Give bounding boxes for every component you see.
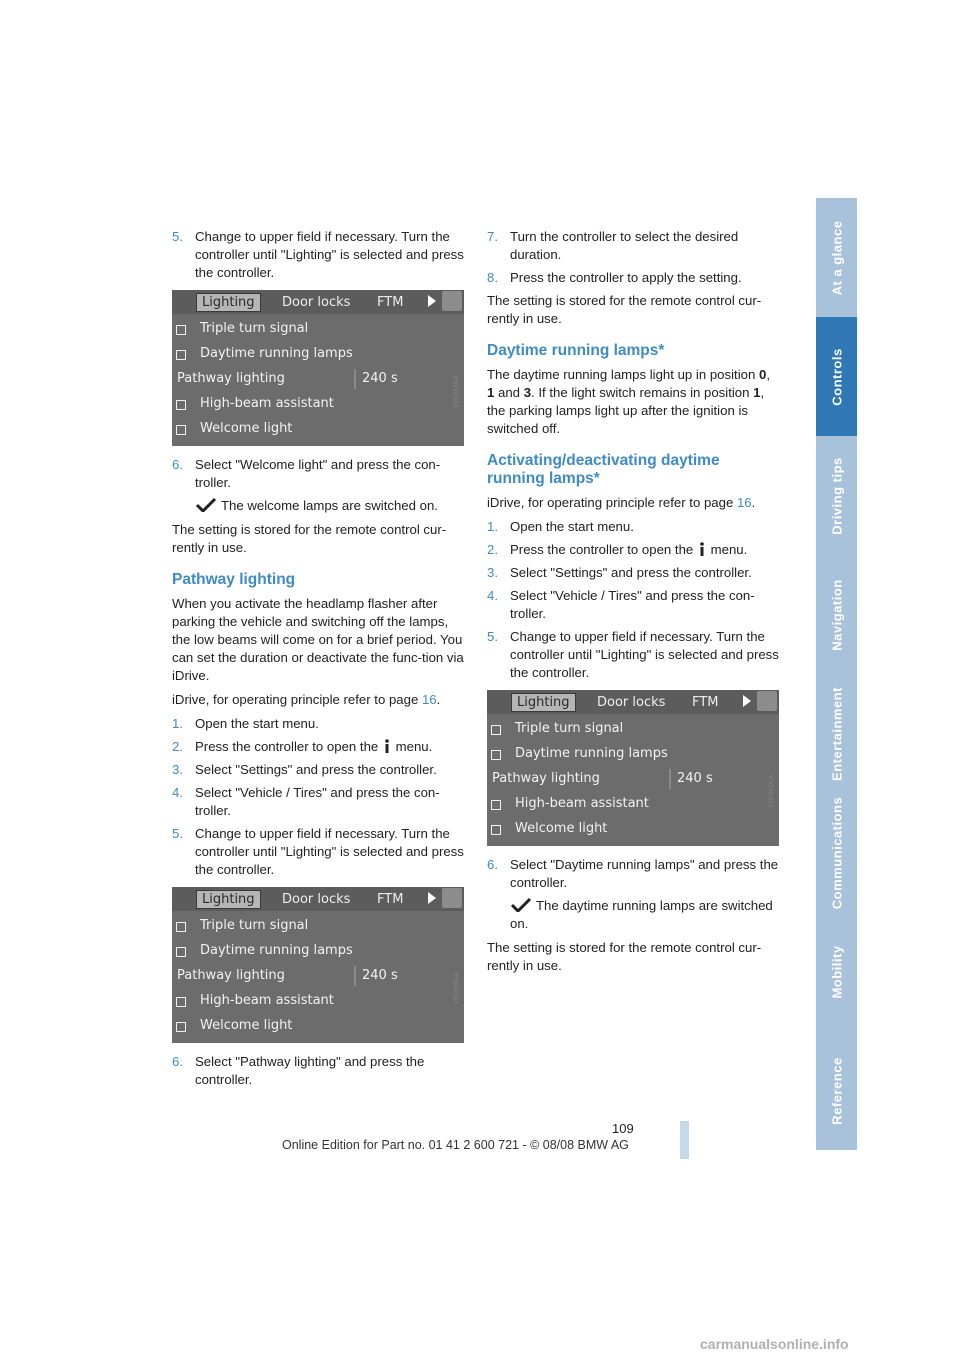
text: . If the light switch remains in position xyxy=(531,385,750,400)
menu-item[interactable]: Triple turn signal xyxy=(515,721,624,736)
paragraph: The setting is stored for the remote control cur-rently in use. xyxy=(487,940,762,973)
value-divider xyxy=(669,769,671,789)
step-text: Select "Vehicle / Tires" and press the con-troller. xyxy=(510,588,755,621)
paragraph: iDrive, for operating principle refer to page 16. xyxy=(487,495,756,510)
info-icon xyxy=(698,542,706,556)
step-number: 4. xyxy=(487,588,498,603)
step-number: 7. xyxy=(487,229,498,244)
sidebar-tab-label: Controls xyxy=(829,347,844,406)
paragraph: When you activate the headlamp flasher after parking the vehicle and switching off the lamps, the low beams will come on for a brief period. You can set the duration or deactivate the func-tion via iDrive. xyxy=(172,596,464,683)
note xyxy=(487,897,780,933)
edition-footer: Online Edition for Part no. 01 41 2 600 721 - © 08/08 BMW AG xyxy=(282,1138,629,1152)
arrow-right-icon[interactable] xyxy=(743,695,751,707)
step-text: Select "Welcome light" and press the con-troller. xyxy=(195,457,441,490)
menu-item[interactable]: Daytime running lamps xyxy=(200,943,353,958)
step-number: 1. xyxy=(172,716,183,731)
step-text: Change to upper field if necessary. Turn the controller until "Lighting" is selected and press the controller. xyxy=(195,229,464,280)
menu-item[interactable]: Triple turn signal xyxy=(200,321,309,336)
step-text: Select "Settings" and press the controller. xyxy=(510,565,752,580)
step-number: 6. xyxy=(172,1054,183,1069)
step-text: Change to upper field if necessary. Turn the controller until "Lighting" is selected and press the controller. xyxy=(195,826,464,877)
step xyxy=(487,564,780,582)
step-text: Press the controller to open the xyxy=(510,542,694,557)
position: 3 xyxy=(523,385,532,400)
sidebar-tab-label: Entertainment xyxy=(829,686,844,781)
sidebar-tab-label: Mobility xyxy=(829,944,844,999)
step-number: 5. xyxy=(172,826,183,841)
checkbox-icon[interactable] xyxy=(176,947,186,957)
settings-icon[interactable] xyxy=(442,291,462,311)
idrive-lighting-screen xyxy=(172,887,464,1043)
checkmark-icon xyxy=(195,498,217,512)
step-text: Select "Pathway lighting" and press the controller. xyxy=(195,1054,425,1087)
chapter-sidebar xyxy=(816,198,857,1160)
image-code: V3CH6D1A xyxy=(453,375,461,408)
footer-bar xyxy=(680,1121,689,1159)
sidebar-tab-label: Communications xyxy=(829,796,844,909)
sidebar-tab-at-a-glance[interactable] xyxy=(816,198,857,319)
pathway-value: 240 s xyxy=(362,371,398,386)
checkmark-icon xyxy=(510,898,532,912)
step xyxy=(487,587,780,623)
tab-lighting[interactable]: Lighting xyxy=(511,693,576,712)
paragraph: The setting is stored for the remote control cur-rently in use. xyxy=(172,522,447,555)
menu-item[interactable]: Welcome light xyxy=(200,421,293,436)
step xyxy=(172,456,464,492)
step-text: Turn the controller to select the desired duration. xyxy=(510,229,739,262)
ref-text: iDrive, for operating principle refer to page xyxy=(172,692,419,707)
tab-lighting[interactable]: Lighting xyxy=(196,293,261,312)
text: , the parking lamps light up after the ignition is switched off. xyxy=(487,385,765,436)
checkbox-icon[interactable] xyxy=(176,922,186,932)
tab-ftm[interactable]: FTM xyxy=(377,892,404,907)
step xyxy=(172,228,464,282)
step xyxy=(172,761,464,779)
step xyxy=(487,269,780,287)
step-text: Select "Settings" and press the controller. xyxy=(195,762,437,777)
step-number: 3. xyxy=(487,565,498,580)
step-text: menu. xyxy=(710,542,748,557)
settings-icon[interactable] xyxy=(757,691,777,711)
tab-door-locks[interactable]: Door locks xyxy=(597,695,666,710)
menu-item[interactable]: Pathway lighting xyxy=(492,771,600,786)
position: 1 xyxy=(753,385,761,400)
menu-item[interactable]: Daytime running lamps xyxy=(515,746,668,761)
sidebar-tab-mobility[interactable] xyxy=(816,912,857,1033)
pathway-value: 240 s xyxy=(677,771,713,786)
tab-door-locks[interactable]: Door locks xyxy=(282,295,351,310)
step xyxy=(172,825,464,879)
heading-daytime-running-lamps: Daytime running lamps* xyxy=(487,342,665,359)
right-column xyxy=(487,228,780,981)
tab-lighting[interactable]: Lighting xyxy=(196,890,261,909)
step xyxy=(172,784,464,820)
checkbox-icon[interactable] xyxy=(491,825,501,835)
arrow-right-icon[interactable] xyxy=(428,892,436,904)
note xyxy=(172,497,464,515)
step-number: 4. xyxy=(172,785,183,800)
page-link[interactable]: 16 xyxy=(736,495,752,510)
step xyxy=(487,228,780,264)
paragraph: The daytime running lamps light up in position 0, 1 and 3. If the light switch remains in position 1, the parking lamps light up after the ignition is switched off. xyxy=(487,367,770,436)
checkbox-icon[interactable] xyxy=(491,800,501,810)
step xyxy=(487,541,780,559)
step-number: 6. xyxy=(172,457,183,472)
left-column xyxy=(172,228,464,1094)
position: 0 xyxy=(758,367,767,382)
pathway-value: 240 s xyxy=(362,968,398,983)
checkbox-icon[interactable] xyxy=(176,997,186,1007)
note-text: The welcome lamps are switched on. xyxy=(221,498,438,513)
menu-item[interactable]: High-beam assistant xyxy=(515,796,649,811)
step-text: menu. xyxy=(395,739,433,754)
step-number: 5. xyxy=(172,229,183,244)
step-number: 8. xyxy=(487,270,498,285)
idrive-lighting-screen xyxy=(172,290,464,446)
step-text: Select "Daytime running lamps" and press the controller. xyxy=(510,857,779,890)
tab-door-locks[interactable]: Door locks xyxy=(282,892,351,907)
sidebar-tab-navigation[interactable] xyxy=(816,555,857,676)
step xyxy=(487,518,780,536)
menu-item[interactable]: Pathway lighting xyxy=(177,371,285,386)
step-text: Change to upper field if necessary. Turn the controller until "Lighting" is selected and press the controller. xyxy=(510,629,779,680)
text: The daytime running lamps light up in position xyxy=(487,367,756,382)
paragraph: The setting is stored for the remote control cur-rently in use. xyxy=(487,293,762,326)
sidebar-tab-driving-tips[interactable] xyxy=(816,436,857,557)
step xyxy=(172,715,464,733)
checkbox-icon[interactable] xyxy=(491,750,501,760)
menu-item[interactable]: High-beam assistant xyxy=(200,993,334,1008)
sidebar-tab-label: Reference xyxy=(829,1056,844,1125)
menu-item[interactable]: Welcome light xyxy=(200,1018,293,1033)
note-text: The daytime running lamps are switched on. xyxy=(510,898,773,931)
ref-text: iDrive, for operating principle refer to page xyxy=(487,495,734,510)
step xyxy=(172,1053,464,1089)
step-number: 2. xyxy=(172,739,183,754)
sidebar-tab-label: Navigation xyxy=(829,578,844,651)
checkbox-icon[interactable] xyxy=(176,1022,186,1032)
heading-pathway-lighting: Pathway lighting xyxy=(172,571,296,588)
position: 1 xyxy=(487,385,495,400)
menu-item[interactable]: High-beam assistant xyxy=(200,396,334,411)
menu-item[interactable]: Pathway lighting xyxy=(177,968,285,983)
step-text: Open the start menu. xyxy=(510,519,634,534)
tab-ftm[interactable]: FTM xyxy=(692,695,719,710)
text: and xyxy=(498,385,521,400)
step-number: 6. xyxy=(487,857,498,872)
sidebar-tab-reference[interactable] xyxy=(816,1031,857,1152)
menu-item[interactable]: Welcome light xyxy=(515,821,608,836)
menu-item[interactable]: Triple turn signal xyxy=(200,918,309,933)
sidebar-tab-entertainment[interactable] xyxy=(816,674,857,795)
sidebar-tab-label: Driving tips xyxy=(829,456,844,535)
checkbox-icon[interactable] xyxy=(491,725,501,735)
step-number: 2. xyxy=(487,542,498,557)
checkbox-icon[interactable] xyxy=(176,350,186,360)
step xyxy=(487,856,780,892)
checkbox-icon[interactable] xyxy=(176,425,186,435)
value-divider xyxy=(354,966,356,986)
watermark: carmanualsonline.info xyxy=(700,1336,849,1352)
tab-ftm[interactable]: FTM xyxy=(377,295,404,310)
step-number: 3. xyxy=(172,762,183,777)
arrow-right-icon[interactable] xyxy=(428,295,436,307)
value-divider xyxy=(354,369,356,389)
sidebar-tab-communications[interactable] xyxy=(816,793,857,914)
page-link[interactable]: 16 xyxy=(421,692,437,707)
image-code: V3CH6D1A xyxy=(768,775,776,808)
step-text: Open the start menu. xyxy=(195,716,319,731)
image-code: V3CH6D1A xyxy=(453,972,461,1005)
sidebar-tab-controls[interactable] xyxy=(816,317,857,438)
heading-activate-daytime: Activating/deactivating daytime running lamps* xyxy=(487,452,720,487)
idrive-lighting-screen xyxy=(487,690,779,846)
step-text: Select "Vehicle / Tires" and press the con-troller. xyxy=(195,785,440,818)
checkbox-icon[interactable] xyxy=(176,325,186,335)
step-number: 1. xyxy=(487,519,498,534)
menu-item[interactable]: Daytime running lamps xyxy=(200,346,353,361)
step xyxy=(487,628,780,682)
settings-icon[interactable] xyxy=(442,888,462,908)
sidebar-tab-label: At a glance xyxy=(829,220,844,295)
checkbox-icon[interactable] xyxy=(176,400,186,410)
step-number: 5. xyxy=(487,629,498,644)
step-text: Press the controller to open the xyxy=(195,739,379,754)
page-number: 109 xyxy=(612,1121,634,1136)
paragraph: iDrive, for operating principle refer to page 16. xyxy=(172,692,441,707)
info-icon xyxy=(383,739,391,753)
step xyxy=(172,738,464,756)
step-text: Press the controller to apply the setting. xyxy=(510,270,742,285)
